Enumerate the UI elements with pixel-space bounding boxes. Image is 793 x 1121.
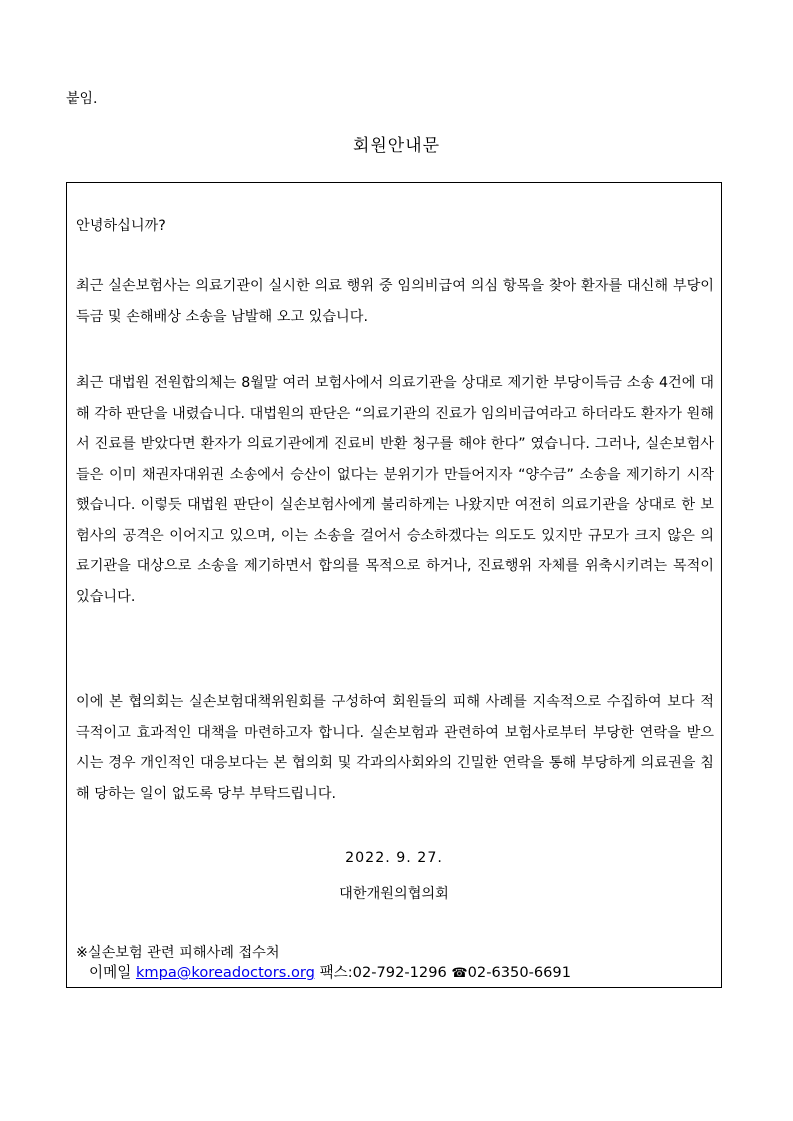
- notice-box: [66, 182, 722, 988]
- attachment-label: 붙임.: [66, 91, 98, 107]
- paragraph-2: 최근 대법원 전원합의체는 8월말 여러 보험사에서 의료기관을 상대로 제기한 부당이득금 소송 4건에 대해 각하 판단을 내렸습니다. 대법원의 판단은 “의료기관의 진료가 임의비급여라고 하더라도 환자가 원해서 진료를 받았다면 환자가 의료기관에게 진료비 반환 청구를 해야 한다” 였습니다. 그러나, 실손보험사들은 이미 채권자대위권 소송에서 승산이 없다는 분위기가 만들어지자 “양수금” 소송을 제기하기 시작했습니다. 이렇듯 대법원 판단이 실손보험사에게 불리하게는 나왔지만 여전히 의료기관을 상대로 한 보험사의 공격은 이어지고 있으며, 이는 소송을 걸어서 승소하겠다는 의도도 있지만 규모가 크지 않은 의료기관을 대상으로 소송을 제기하면서 합의를 목적으로 하거나, 진료행위 자체를 위축시키려는 목적이 있습니다.: [76, 375, 714, 605]
- contact-info: [76, 943, 571, 984]
- document-title: 회원안내문: [352, 136, 441, 156]
- phone-number: 02-6350-6691: [467, 964, 572, 981]
- contact-line: [76, 963, 571, 984]
- fax-number: 팩스:02-792-1296: [319, 964, 447, 981]
- paragraph-1: 최근 실손보험사는 의료기관이 실시한 의료 행위 중 임의비급여 의심 항목을 찾아 환자를 대신해 부당이득금 및 손해배상 소송을 남발해 오고 있습니다.: [76, 278, 714, 325]
- email-label: 이메일: [89, 964, 132, 981]
- email-link[interactable]: kmpa@koreadoctors.org: [135, 964, 315, 981]
- greeting: 안녕하십니까?: [76, 218, 166, 234]
- organization-name: 대한개원의협의회: [339, 886, 449, 902]
- phone-icon: ☎: [451, 966, 468, 981]
- paragraph-3: 이에 본 협의회는 실손보험대책위원회를 구성하여 회원들의 피해 사례를 지속적으로 수집하여 보다 적극적이고 효과적인 대책을 마련하고자 합니다. 실손보험과 관련하여 보험사로부터 부당한 연락을 받으시는 경우 개인적인 대응보다는 본 협의회 및 각과의사회와의 긴밀한 연락을 통해 부당하게 의료권을 침해 당하는 일이 없도록 당부 부탁드립니다.: [76, 694, 714, 802]
- notice-date: 2022. 9. 27.: [345, 850, 443, 866]
- contact-heading: ※실손보험 관련 피해사례 접수처: [76, 945, 280, 961]
